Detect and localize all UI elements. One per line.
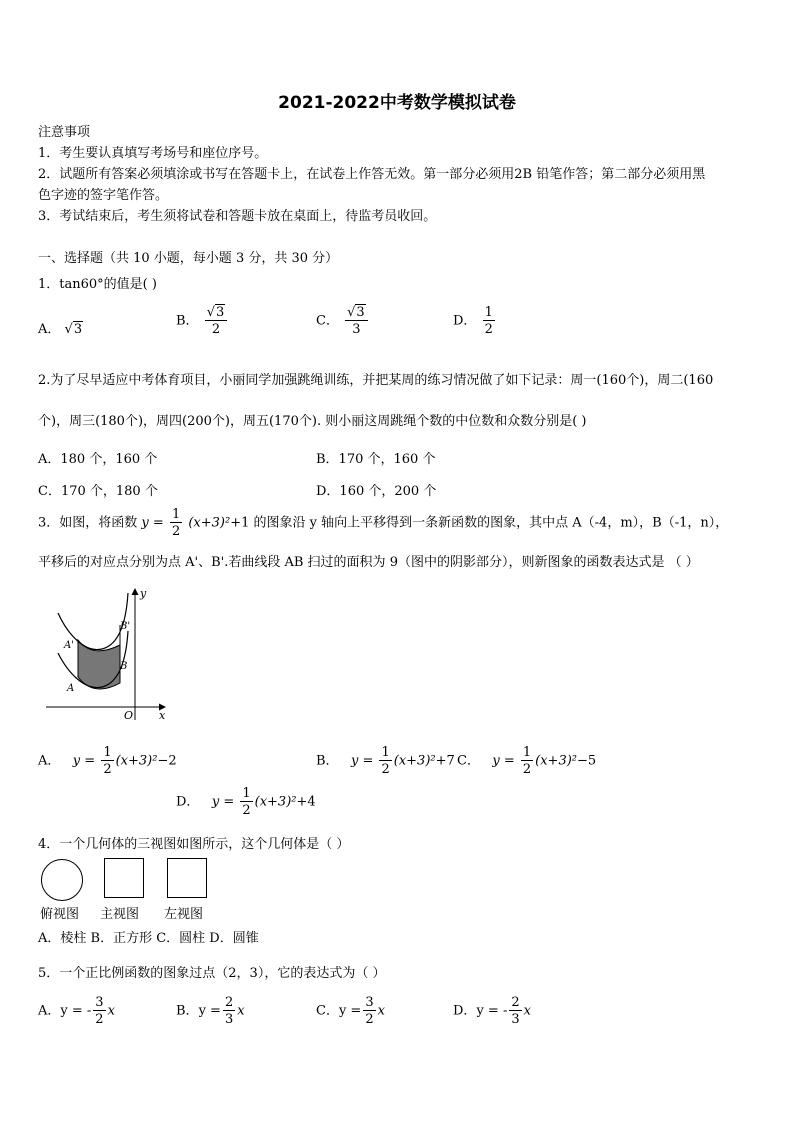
option-label: D．: [453, 313, 477, 329]
point-b2-label: B': [120, 621, 131, 632]
q3-figure: [40, 585, 175, 725]
q2-option-a: A．180 个，160 个: [38, 452, 158, 467]
q1-stem: 1．tan60°的值是( ): [38, 277, 157, 292]
notice-item-2: 2．试题所有答案必须填涂或书写在答题卡上，在试卷上作答无效。第一部分必须用2B 铅笔作答；第二部分必须用黑: [38, 167, 706, 182]
q5-option-c: C．y = $\frac{3}{2}$ x: [316, 995, 385, 1027]
notice-item-2-cont: 色字迹的签字笔作答。: [38, 188, 169, 203]
fraction: $\frac{√3}{3}$: [345, 306, 368, 336]
q2-option-b: B．170 个，160 个: [316, 452, 436, 467]
option-label: C．: [316, 313, 339, 329]
q2-line-1: 2.为了尽早适应中考体育项目，小丽同学加强跳绳训练，并把某周的练习情况做了如下记录：周一(160个)，周二(160: [38, 373, 714, 388]
q1-option-b: [176, 306, 229, 336]
q5-option-a: A．y = - $\frac{3}{2}$ x: [38, 995, 115, 1027]
point-a2-label: A': [64, 640, 74, 651]
q3-option-a: A． y = $\frac{1}{2}$ (x+3)²−2: [38, 745, 177, 777]
q2-option-c: C．170 个，180 个: [38, 484, 158, 499]
q3-option-d: D． y = $\frac{1}{2}$ (x+3)²+4: [176, 786, 316, 818]
option-label: B．: [176, 313, 199, 329]
sqrt-3: √3: [64, 322, 83, 337]
point-a-label: A: [67, 683, 75, 694]
fraction: $\frac{√3}{2}$: [205, 306, 228, 336]
q5-stem: 5．一个正比例函数的图象过点（2，3），它的表达式为（ ）: [38, 966, 386, 981]
q5-option-b: B．y = $\frac{2}{3}$ x: [176, 995, 245, 1027]
q1-option-a: [38, 318, 83, 337]
q4-stem: 4．一个几何体的三视图如图所示，这个几何体是（ ）: [38, 837, 350, 852]
origin-label: O: [124, 709, 134, 722]
q5-option-d: D．y = - $\frac{2}{3}$ x: [453, 995, 531, 1027]
side-view-label: 左视图: [164, 907, 204, 922]
q3-option-c: C． y = $\frac{1}{2}$ (x+3)²−5: [457, 745, 597, 777]
side-view-square: [167, 858, 207, 898]
option-label: A．: [38, 322, 61, 337]
q3-option-b: B． y = $\frac{1}{2}$ (x+3)²+7: [316, 745, 455, 777]
front-view-square: [104, 858, 144, 898]
notice-item-1: 1．考生要认真填写考场号和座位序号。: [38, 146, 268, 161]
shaded-region: [78, 640, 120, 689]
fraction: $\frac{1}{2}$: [171, 507, 181, 539]
q2-option-d: D．160 个，200 个: [316, 484, 437, 499]
q2-line-2: 个)，周三(180个)，周四(200个)，周五(170个). 则小丽这周跳绳个数的中位数和众数分别是( ): [38, 414, 587, 429]
top-view-circle: [41, 859, 83, 901]
q3-line-1: 3．如图，将函数 y = $\frac{1}{2}$ (x+3)²+1 的图象沿 y 轴向上平移得到一条新函数的图象，其中点 A（-4，m），B（-1，n），: [38, 507, 729, 539]
page-title: 2021-2022中考数学模拟试卷: [278, 93, 516, 113]
q4-options: A．棱柱 B．正方形 C．圆柱 D．圆锥: [38, 931, 259, 946]
notice-heading: 注意事项: [38, 125, 91, 140]
y-axis-label: y: [140, 587, 147, 600]
point-b-label: B: [120, 661, 128, 672]
q1-option-d: [453, 306, 497, 336]
notice-item-3: 3．考试结束后，考生须将试卷和答题卡放在桌面上，待监考员收回。: [38, 209, 437, 224]
q1-option-c: [316, 306, 370, 336]
front-view-label: 主视图: [100, 907, 140, 922]
q3-line-2: 平移后的对应点分别为点 A'、B'.若曲线段 AB 扫过的面积为 9（图中的阴影部分），则新图象的函数表达式是 （ ）: [38, 555, 699, 570]
section-heading: 一、选择题（共 10 小题，每小题 3 分，共 30 分）: [38, 251, 339, 266]
x-axis-label: x: [159, 709, 166, 722]
fraction: $\frac{1}{2}$: [484, 305, 493, 337]
top-view-label: 俯视图: [40, 907, 80, 922]
